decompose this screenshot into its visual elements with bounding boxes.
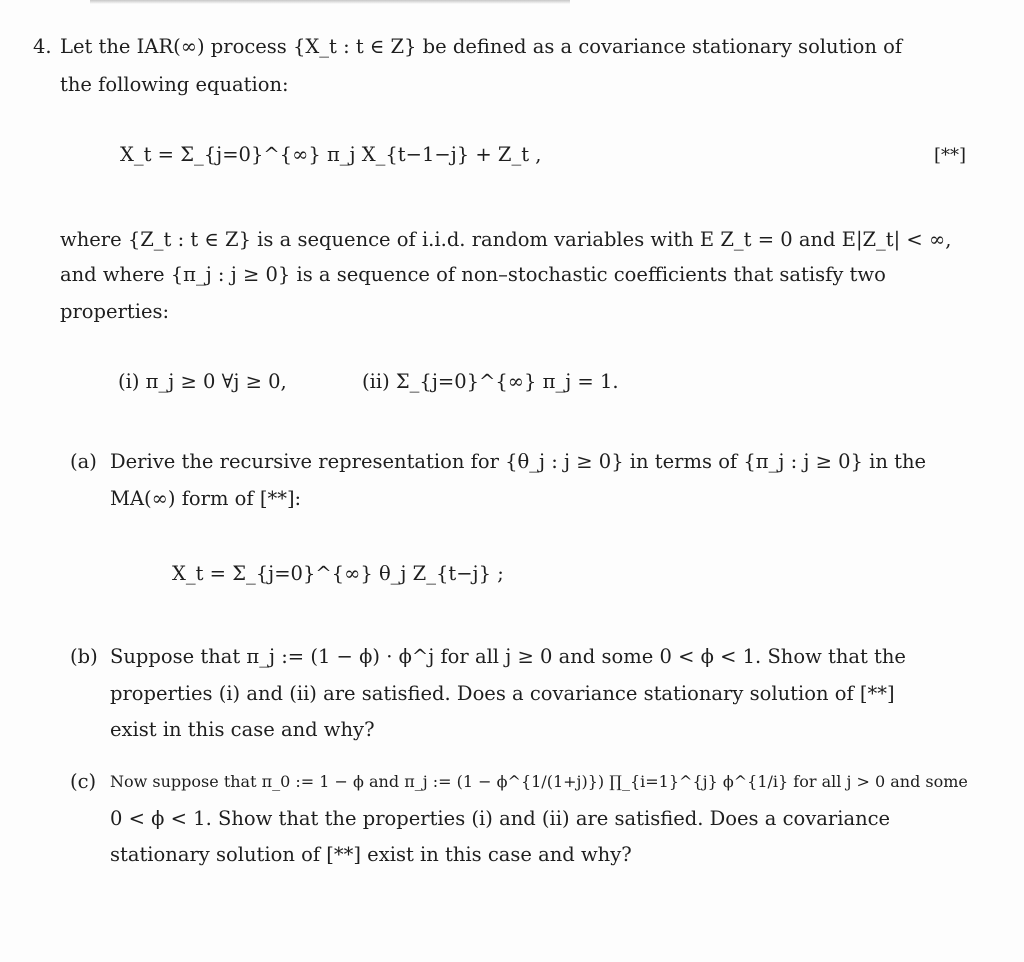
part-a-line-2: MA(∞) form of [**]: — [110, 487, 302, 510]
main-equation: X_t = Σ_{j=0}^{∞} π_j X_{t−1−j} + Z_t , — [120, 143, 542, 166]
where-line-3: properties: — [60, 300, 170, 323]
part-a-line-1: Derive the recursive representation for {θ_j : j ≥ 0} in terms of {π_j : j ≥ 0} in the — [110, 450, 927, 473]
part-a-equation: X_t = Σ_{j=0}^{∞} θ_j Z_{t−j} ; — [172, 562, 504, 585]
part-c-line-1: Now suppose that π_0 := 1 − ϕ and π_j := (1 − ϕ^{1/(1+j)}) ∏_{i=1}^{j} ϕ^{1/i} for all j > 0 and some — [110, 772, 968, 791]
part-b-line-2: properties (i) and (ii) are satisfied. Does a covariance stationary solution of [**] — [110, 682, 895, 705]
part-c-line-3: stationary solution of [**] exist in this case and why? — [110, 843, 632, 866]
property-i: (i) π_j ≥ 0 ∀j ≥ 0, — [118, 370, 287, 393]
part-a-label: (a) — [70, 450, 97, 473]
intro-line-1-text: Let the IAR(∞) process {X_t : t ∈ Z} be defined as a covariance stationary solution of — [60, 35, 903, 58]
part-b-label: (b) — [70, 645, 98, 668]
intro-line-2: the following equation: — [60, 73, 289, 96]
cropped-text-edge — [90, 0, 570, 4]
where-line-1: where {Z_t : t ∈ Z} is a sequence of i.i.d. random variables with E Z_t = 0 and E|Z_t| < ∞, — [60, 228, 952, 251]
part-c-label: (c) — [70, 770, 97, 793]
where-line-2: and where {π_j : j ≥ 0} is a sequence of non–stochastic coefficients that satisfy two — [60, 263, 886, 286]
part-b-line-3: exist in this case and why? — [110, 718, 375, 741]
equation-tag: [**] — [934, 145, 967, 166]
property-ii: (ii) Σ_{j=0}^{∞} π_j = 1. — [362, 370, 619, 393]
part-c-line-2: 0 < ϕ < 1. Show that the properties (i) and (ii) are satisfied. Does a covariance — [110, 807, 891, 830]
question-number: 4. — [33, 35, 52, 58]
part-b-line-1: Suppose that π_j := (1 − ϕ) · ϕ^j for all j ≥ 0 and some 0 < ϕ < 1. Show that the — [110, 645, 906, 668]
intro-line-1 — [60, 35, 902, 59]
